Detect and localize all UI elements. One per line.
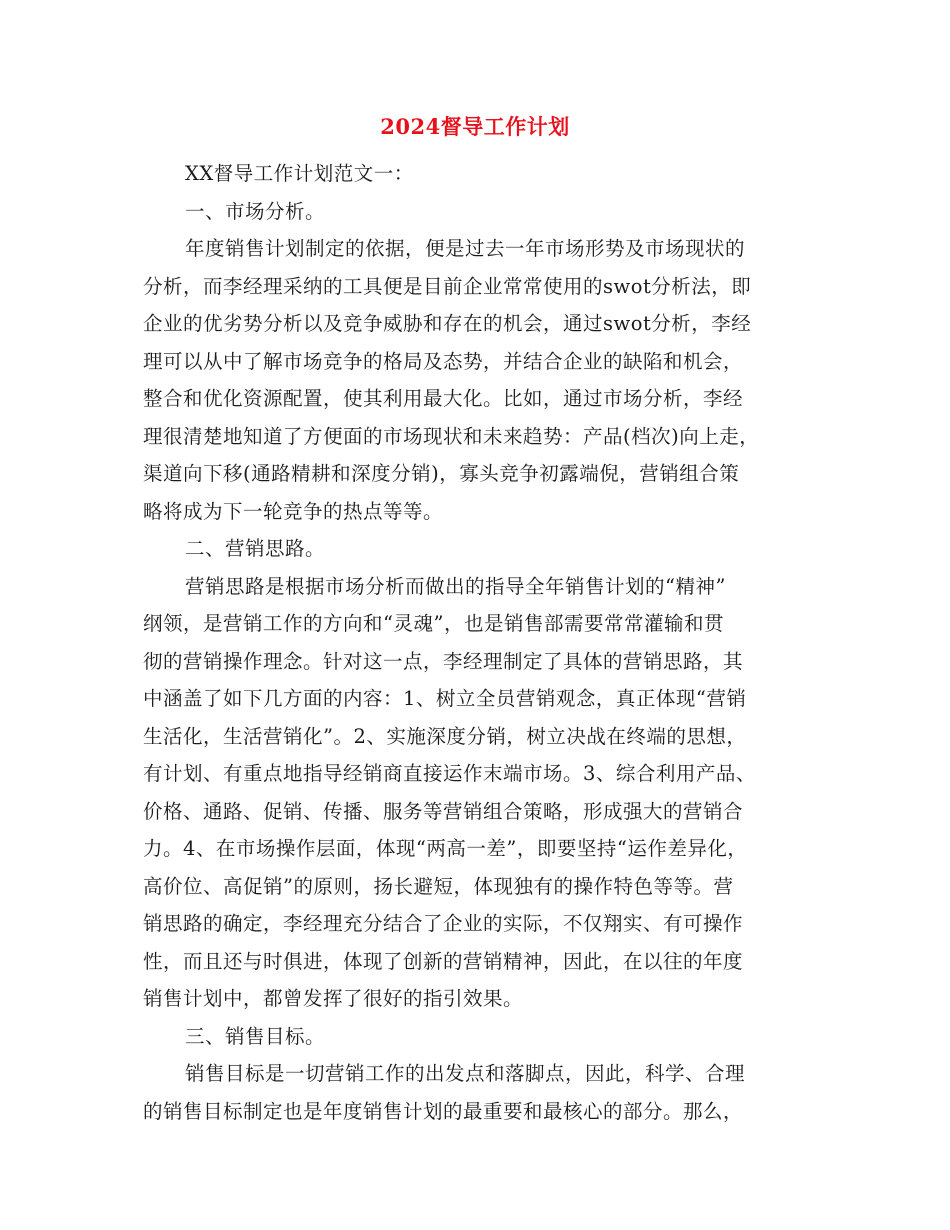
text-line: 整合和优化资源配置，使其利用最大化。比如，通过市场分析，李经 — [143, 387, 744, 410]
text-line: 价格、通路、促销、传播、服务等营销组合策略，形成强大的营销合 — [143, 799, 744, 823]
text-line: 有计划、有重点地指导经销商直接运作末端市场。3、综合利用产品、 — [143, 762, 756, 785]
text-line: 一、市场分析。 — [185, 199, 326, 223]
text-line: 三、销售目标。 — [185, 1024, 326, 1048]
text-line: 理很清楚地知道了方便面的市场现状和未来趋势：产品(档次)向上走， — [143, 424, 760, 448]
text-line: 略将成为下一轮竞争的热点等等。 — [143, 499, 444, 523]
text-line: 营销思路是根据市场分析而做出的指导全年销售计划的“精神” — [185, 574, 726, 598]
text-line: 高价位、高促销”的原则，扬长避短，体现独有的操作特色等等。营 — [143, 874, 734, 898]
text-line: 中涵盖了如下几方面的内容：1、树立全员营销观念，真正体现“营销 — [143, 687, 747, 710]
text-line: 力。4、在市场操作层面，体现“两高一差”，即要坚持“运作差异化， — [143, 837, 748, 860]
document-body — [143, 155, 823, 1130]
text-line: 纲领，是营销工作的方向和“灵魂”，也是销售部需要常常灌输和贯 — [143, 612, 724, 635]
text-line: 性，而且还与时俱进，体现了创新的营销精神，因此，在以往的年度 — [143, 949, 744, 973]
text-line: 彻的营销操作理念。针对这一点，李经理制定了具体的营销思路，其 — [143, 649, 744, 673]
text-line: 销思路的确定，李经理充分结合了企业的实际，不仅翔实、有可操作 — [143, 912, 744, 935]
text-line: 渠道向下移(通路精耕和深度分销)，寡头竞争初露端倪，营销组合策 — [143, 462, 740, 485]
text-line: 销售计划中，都曾发挥了很好的指引效果。 — [143, 987, 524, 1010]
text-line: 二、营销思路。 — [185, 537, 326, 560]
text-line: 的销售目标制定也是年度销售计划的最重要和最核心的部分。那么， — [143, 1099, 744, 1123]
text-line: 销售目标是一切营销工作的出发点和落脚点，因此，科学、合理 — [185, 1062, 746, 1085]
text-line: 生活化，生活营销化”。2、实施深度分销，树立决战在终端的思想， — [143, 724, 747, 748]
document-title: 2024督导工作计划 — [380, 114, 570, 139]
text-line: 年度销售计划制定的依据，便是过去一年市场形势及市场现状的 — [185, 237, 746, 260]
text-line: XX督导工作计划范文一： — [185, 162, 414, 185]
text-line: 理可以从中了解市场竞争的格局及态势，并结合企业的缺陷和机会， — [143, 349, 744, 373]
text-line: 分析，而李经理采纳的工具便是目前企业常常使用的swot分析法，即 — [143, 274, 752, 298]
text-line: 企业的优劣势分析以及竞争威胁和存在的机会，通过swot分析，李经 — [143, 312, 752, 335]
